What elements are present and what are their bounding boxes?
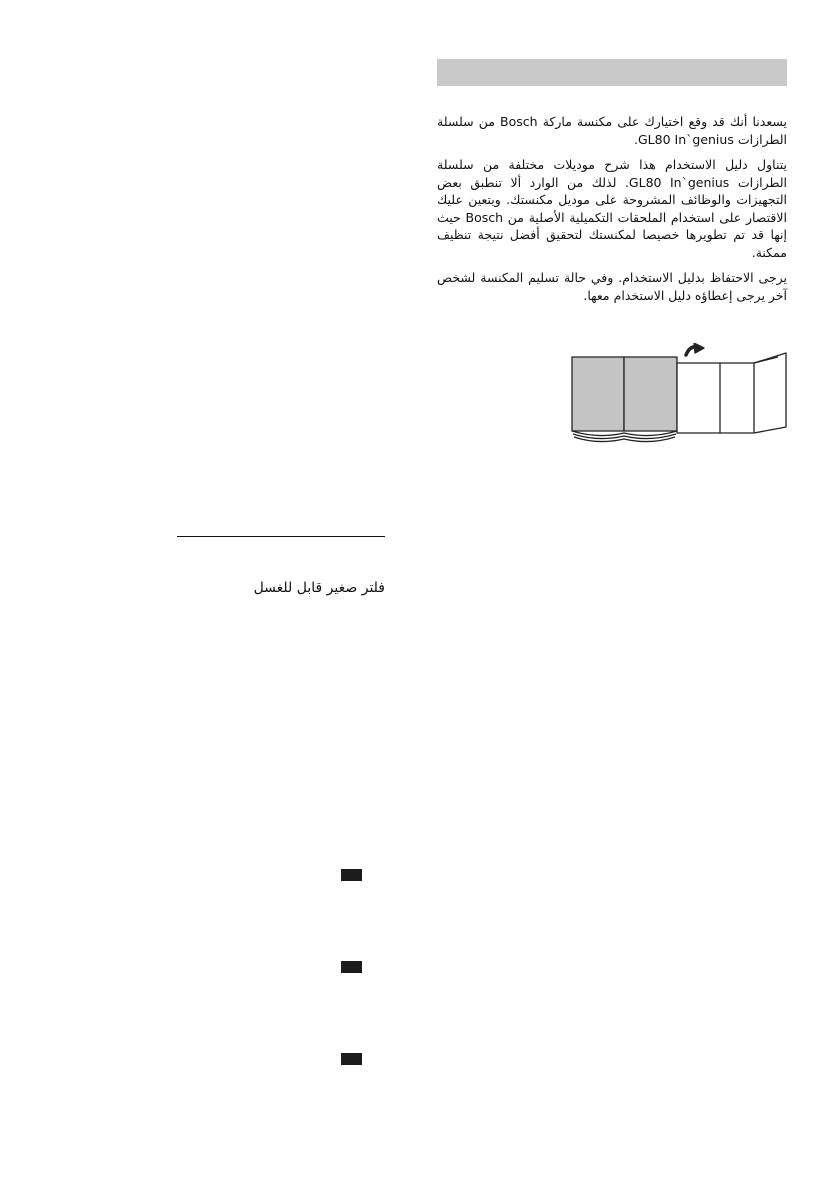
section-divider [177,536,385,537]
marker-block-1 [341,869,362,881]
intro-paragraph-3: يرجى الاحتفاظ بدليل الاستخدام. وفي حالة تسليم المكنسة لشخص آخر يرجى إعطاؤه دليل الاستخدام معها. [437,270,787,303]
intro-paragraph-2: يتناول دليل الاستخدام هذا شرح موديلات مختلفة من سلسلة الطرازات GL80 In`genius. لذلك من الوارد ألا تنطبق بعض التجهيزات والوظائف المشروحة على موديل مكنستك. ويتعين عليك الاقتصار على استخدام الملحقات التكميلية الأصلية من Bosch حيث إنها قد تم تطويرها خصيصا لمكنستك لتحقيق أفضل نتيجة تنظيف ممكنة. [437,157,788,260]
section-title: فلتر صغير قابل للغسل [253,580,385,596]
marker-block-3 [341,1053,362,1065]
section-header-bar [437,59,787,86]
intro-paragraph-1: يسعدنا أنك قد وقع اختيارك على مكنسة ماركة Bosch من سلسلة الطرازات GL80 In`genius. [437,114,787,147]
marker-block-2 [341,961,362,973]
intro-text [437,113,787,312]
fold-out-booklet-icon [564,343,794,443]
